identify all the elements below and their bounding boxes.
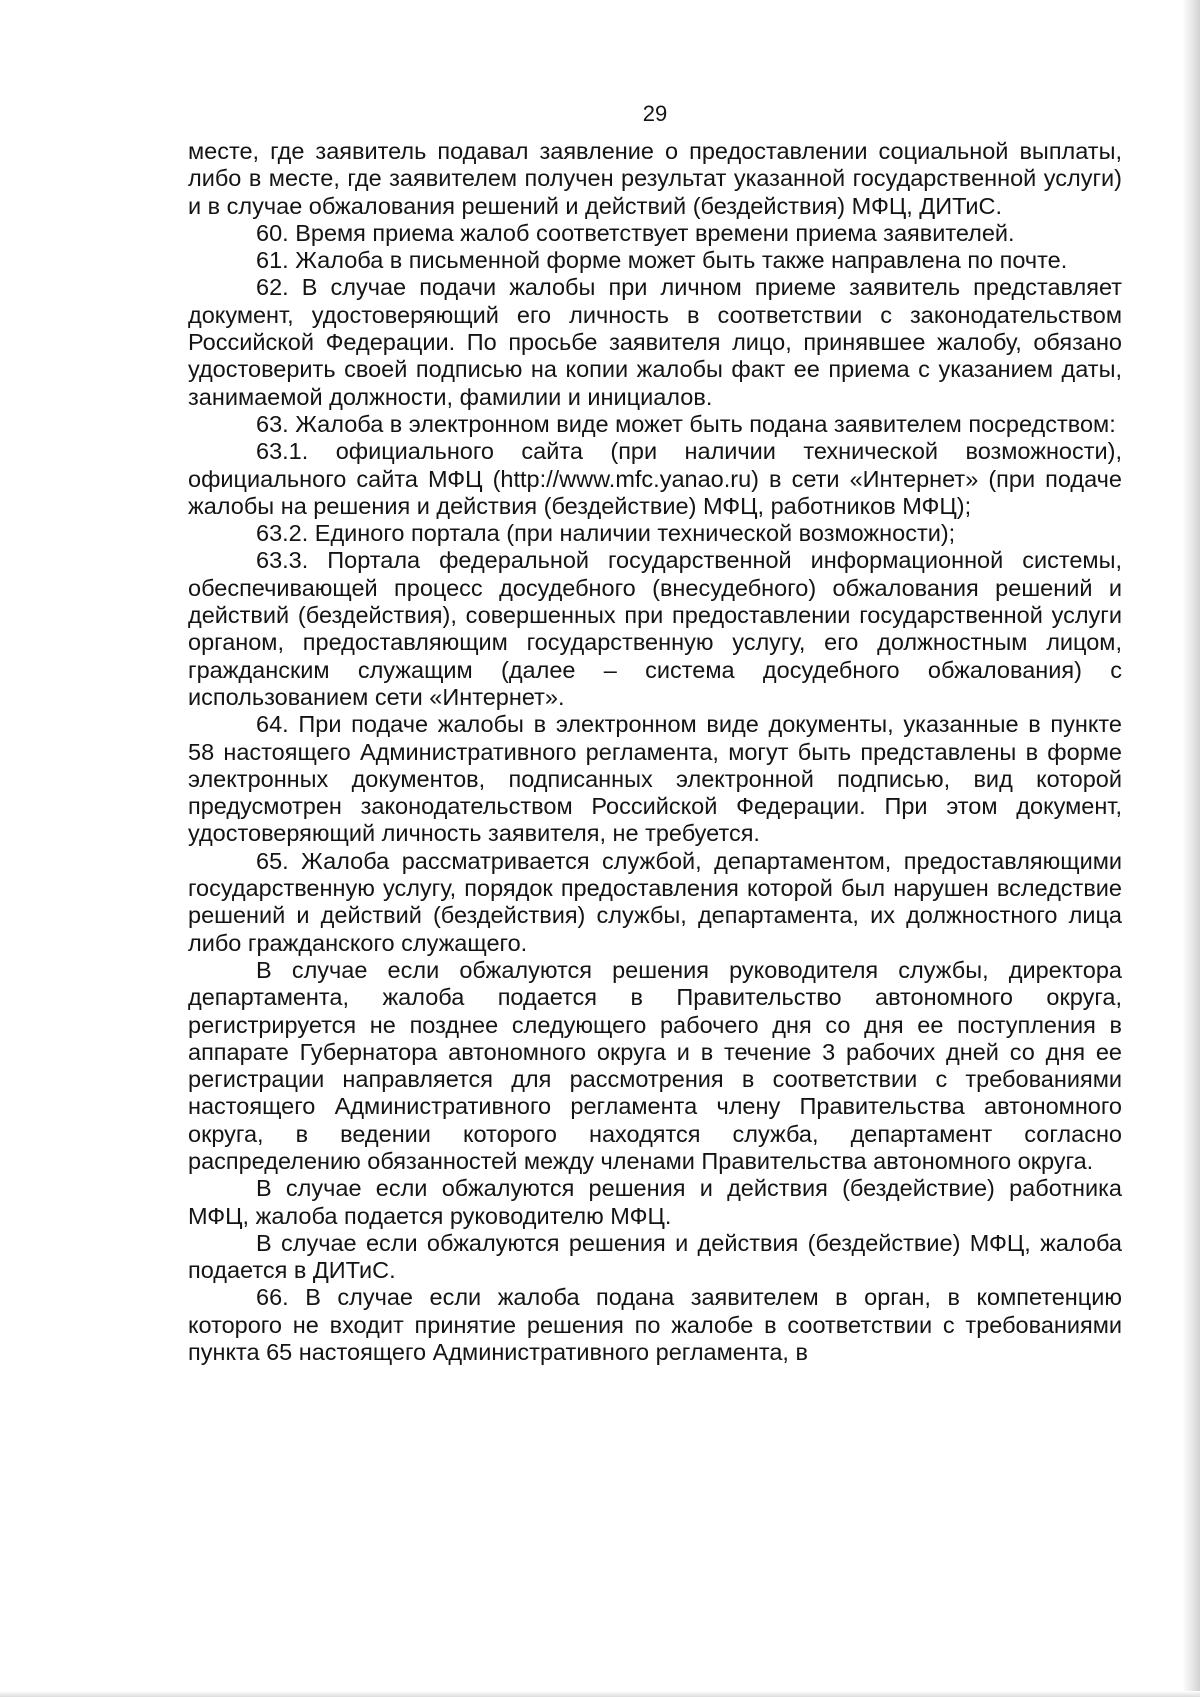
paragraph-66: 66. В случае если жалоба подана заявителем в орган, в компетенцию которого не входит принятие решения по жалобе в соответствии с требованиями пункта 65 настоящего Административного регламента, в <box>188 1284 1122 1366</box>
document-body <box>188 138 1122 1366</box>
paragraph-64: 64. При подаче жалобы в электронном виде документы, указанные в пункте 58 настоящего Административного регламента, могут быть представлены в форме электронных документов, подписанных электронной подписью, вид которой предусмотрен законодательством Российской Федерации. При этом документ, удостоверяющий личность заявителя, не требуется. <box>188 711 1122 847</box>
paragraph-65: 65. Жалоба рассматривается службой, департаментом, предоставляющими государственную услугу, порядок предоставления которой был нарушен вследствие решений и действий (бездействия) службы, департамента, их должностного лица либо гражданского служащего. <box>188 847 1122 956</box>
paragraph-63-2: 63.2. Единого портала (при наличии технической возможности); <box>256 520 956 547</box>
paragraph-63-1: 63.1. официального сайта (при наличии технической возможности), официального сайта МФЦ (http://www.mfc.yanao.ru) в сети «Интернет» (при подаче жалобы на решения и действия (бездействие) МФЦ, работников МФЦ); <box>188 438 1122 519</box>
paragraph-61: 61. Жалоба в письменной форме может быть также направлена по почте. <box>256 247 1068 274</box>
paragraph-63: 63. Жалоба в электронном виде может быть подана заявителем посредством: <box>256 410 1116 437</box>
paragraph-62: 62. В случае подачи жалобы при личном приеме заявитель представляет документ, удостоверяющий его личность в соответствии с законодательством Российской Федерации. По просьбе заявителя лицо, принявшее жалобу, обязано удостоверить своей подписью на копии жалобы факт ее приема с указанием даты, занимаемой должности, фамилии и инициалов. <box>188 274 1122 410</box>
paragraph-65-mfc-complaint: В случае если обжалуются решения и действия (бездействие) МФЦ, жалоба подается в ДИТиС. <box>188 1229 1122 1284</box>
scan-edge-shadow <box>1182 0 1200 1697</box>
paragraph-65-director-complaint: В случае если обжалуются решения руководителя службы, директора департамента, жалоба подается в Правительство автономного округа, регистрируется не позднее следующего рабочего дня со дня ее поступления в аппарате Губернатора автономного округа и в течение 3 рабочих дней со дня ее регистрации направляется для рассмотрения в соответствии с требованиями настоящего Административного регламента члену Правительства автономного округа, в ведении которого находятся служба, департамент согласно распределению обязанностей между членами Правительства автономного округа. <box>188 956 1122 1174</box>
paragraph-60: 60. Время приема жалоб соответствует времени приема заявителей. <box>256 219 1015 246</box>
scan-bottom-edge <box>0 1691 1200 1697</box>
page-number: 29 <box>642 101 668 126</box>
paragraph-63-3: 63.3. Портала федеральной государственной информационной системы, обеспечивающей процесс досудебного (внесудебного) обжалования решений и действий (бездействия), совершенных при предоставлении государственной услуги органом, предоставляющим государственную услугу, его должностным лицом, гражданским служащим (далее – система досудебного обжалования) с использованием сети «Интернет». <box>188 547 1122 710</box>
paragraph-65-mfc-worker-complaint: В случае если обжалуются решения и действия (бездействие) работника МФЦ, жалоба подается руководителю МФЦ. <box>188 1175 1122 1229</box>
paragraph-continuation: месте, где заявитель подавал заявление о предоставлении социальной выплаты, либо в месте, где заявителем получен результат указанной государственной услуги) и в случае обжалования решений и действий (бездействия) МФЦ, ДИТиС. <box>188 138 1122 219</box>
